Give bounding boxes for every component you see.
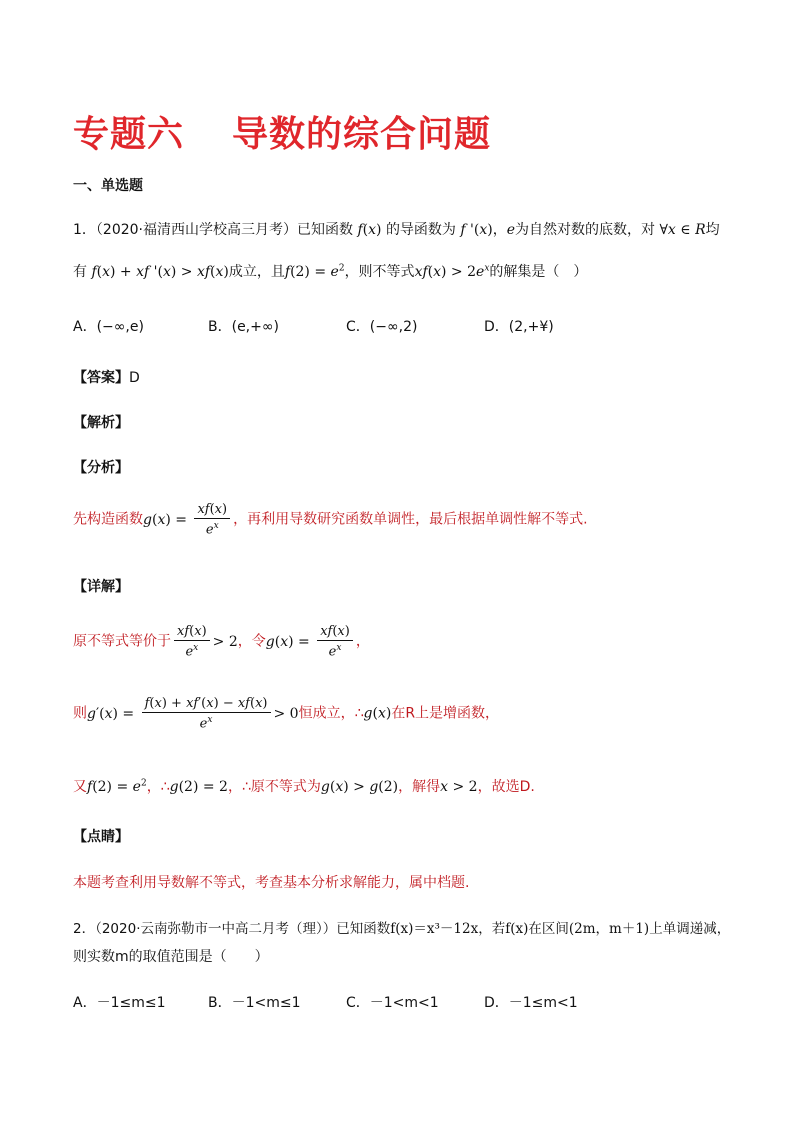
- q1-dianjing-text: 本题考查利用导数解不等式，考查基本分析求解能力，属中档题.: [73, 875, 470, 891]
- q1-option-d[interactable]: D．(2,+¥): [484, 319, 554, 335]
- q1-dianjing-tag: 【点睛】: [73, 829, 129, 845]
- q1-fenxi-text: 先构造函数g(x) = $\frac{xf(x)}{e^x}$ ，再利用导数研究函数单调性，最后根据单调性解不等式.: [73, 502, 588, 538]
- title-part1: 专题六: [73, 114, 185, 155]
- q1-line2: 有 f(x) + xf '(x) > xf(x)成立，且$f(2) = e^2$，则不等式$xf(x) > 2e^x$的解集是（ ）: [73, 263, 588, 280]
- q1-jiexi-tag: 【解析】: [73, 415, 129, 431]
- q1-step3: 又$f(2) = e^2$，∴g(2) = 2，∴原不等式为g(x) > g(2)，解得x > 2，故选D.: [73, 778, 535, 795]
- answer-value: D: [129, 370, 140, 386]
- q1-step2: 则g′(x) = $\frac{f(x) + xf'(x) - xf(x)}{e^x}$ > 0恒成立，∴g(x)在R上是增函数，: [73, 696, 500, 732]
- title-part2: 导数的综合问题: [232, 114, 492, 155]
- q2-option-d[interactable]: D．－1≤m<1: [484, 995, 578, 1011]
- q1-option-c[interactable]: C．(−∞,2): [346, 319, 418, 335]
- q2-line1: 2．（2020·云南弥勒市一中高二月考（理））已知函数f(x)＝x³－12x，若f(x)在区间(2m，m＋1)上单调递减，: [73, 921, 731, 937]
- q1-step1: 原不等式等价于 $\frac{xf(x)}{e^x}$ > 2，令g(x) = $\frac{xf(x)}{e^x}$ ，: [73, 624, 370, 660]
- q2-line2: 则实数m的取值范围是（ ）: [73, 949, 269, 965]
- section-heading: 一、单选题: [73, 178, 143, 194]
- q1-xiangjie-tag: 【详解】: [73, 579, 129, 595]
- q1-line1: 1．（2020·福清西山学校高三月考）已知函数 f(x) 的导函数为 f '(x)，e为自然对数的底数，对 ∀x ∈ R均: [73, 222, 720, 238]
- q1-fenxi-tag: 【分析】: [73, 460, 129, 476]
- page-title: [73, 106, 491, 157]
- fraction: $\frac{xf(x)}{e^x}$: [194, 502, 230, 537]
- q1-answer: 【答案】D: [73, 370, 140, 386]
- q2-option-c[interactable]: C．－1<m<1: [346, 995, 439, 1011]
- q1-option-a[interactable]: A．(−∞,e): [73, 319, 144, 335]
- q2-option-b[interactable]: B．－1<m≤1: [208, 995, 301, 1011]
- q1-option-b[interactable]: B．(e,+∞): [208, 319, 279, 335]
- q2-option-a[interactable]: A．－1≤m≤1: [73, 995, 166, 1011]
